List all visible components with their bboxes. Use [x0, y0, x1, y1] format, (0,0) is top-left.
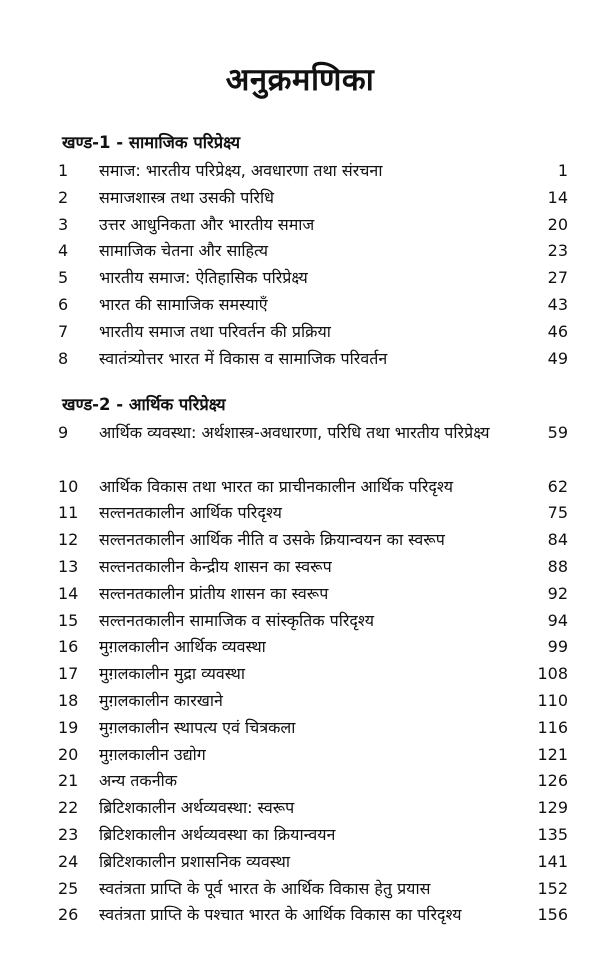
- entry-title: मुग़लकालीन स्थापत्य एवं चित्रकला: [99, 717, 296, 737]
- entry-number: 4: [58, 241, 69, 261]
- entry-title: मुग़लकालीन उद्योग: [99, 744, 206, 764]
- entry-page-number: 46: [547, 321, 568, 341]
- entry-title: भारतीय समाज तथा परिवर्तन की प्रक्रिया: [99, 321, 331, 341]
- entry-title: सामाजिक चेतना और साहित्य: [99, 241, 268, 261]
- section-heading: खण्ड-1 - सामाजिक परिप्रेक्ष्य: [62, 133, 241, 152]
- entry-page-number: 108: [537, 664, 568, 684]
- entry-page-number: 152: [537, 878, 568, 898]
- entry-page-number: 129: [537, 798, 568, 818]
- entry-page-number: 59: [547, 423, 568, 442]
- entry-title: स्वतंत्रता प्राप्ति के पश्चात भारत के आर्थिक विकास का परिदृश्य: [99, 905, 462, 925]
- entry-number: 6: [58, 295, 69, 314]
- entry-title: सल्तनतकालीन प्रांतीय शासन का स्वरूप: [99, 583, 329, 603]
- entry-page-number: 88: [547, 557, 568, 576]
- entry-page-number: 1: [557, 161, 568, 180]
- entry-title: भारतीय समाज: ऐतिहासिक परिप्रेक्ष्य: [99, 268, 308, 288]
- entry-number: 24: [58, 851, 79, 871]
- entry-number: 19: [58, 717, 79, 737]
- entry-page-number: 141: [537, 851, 568, 871]
- entry-number: 10: [58, 476, 79, 496]
- entry-title: अन्य तकनीक: [99, 771, 178, 791]
- entry-number: 17: [58, 664, 79, 684]
- entry-title: भारत की सामाजिक समस्याएँ: [99, 295, 268, 314]
- entry-number: 14: [58, 583, 79, 603]
- entry-page-number: 92: [547, 583, 568, 603]
- entry-page-number: 14: [547, 187, 568, 207]
- entry-page-number: 84: [547, 530, 568, 550]
- entry-page-number: 49: [547, 348, 568, 368]
- entry-number: 11: [58, 503, 79, 523]
- entry-number: 8: [58, 348, 69, 368]
- entry-title: स्वातंत्र्योत्तर भारत में विकास व सामाजिक परिवर्तन: [99, 348, 388, 368]
- entry-number: 1: [58, 161, 69, 180]
- entry-page-number: 116: [537, 717, 568, 737]
- entry-title: मुग़लकालीन मुद्रा व्यवस्था: [99, 664, 246, 684]
- entry-title: समाज: भारतीय परिप्रेक्ष्य, अवधारणा तथा संरचना: [99, 161, 383, 180]
- entry-number: 2: [58, 187, 69, 207]
- entry-page-number: 20: [547, 214, 568, 234]
- page-title: अनुक्रमणिका: [225, 62, 375, 98]
- entry-number: 9: [58, 423, 69, 442]
- section-heading: खण्ड-2 - आर्थिक परिप्रेक्ष्य: [62, 395, 226, 414]
- entry-title: मुग़लकालीन आर्थिक व्यवस्था: [99, 637, 266, 657]
- entry-number: 22: [58, 798, 79, 818]
- entry-page-number: 94: [547, 610, 568, 630]
- entry-page-number: 121: [537, 744, 568, 764]
- entry-page-number: 126: [537, 771, 568, 791]
- entry-number: 15: [58, 610, 79, 630]
- entry-title: समाजशास्त्र तथा उसकी परिधि: [99, 187, 275, 207]
- entry-title: ब्रिटिशकालीन प्रशासनिक व्यवस्था: [99, 851, 291, 871]
- entry-number: 13: [58, 557, 79, 576]
- entry-page-number: 135: [537, 825, 568, 844]
- entry-page-number: 99: [547, 637, 568, 657]
- entry-title: सल्तनतकालीन सामाजिक व सांस्कृतिक परिदृश्य: [99, 610, 374, 630]
- entry-number: 3: [58, 214, 69, 234]
- entry-number: 21: [58, 771, 79, 791]
- entry-title: सल्तनतकालीन आर्थिक नीति व उसके क्रियान्वयन का स्वरूप: [99, 530, 445, 550]
- entry-page-number: 23: [547, 241, 568, 261]
- entry-page-number: 75: [547, 503, 568, 523]
- entry-number: 20: [58, 744, 79, 764]
- entry-page-number: 62: [547, 476, 568, 496]
- entry-number: 7: [58, 321, 69, 341]
- entry-title: आर्थिक विकास तथा भारत का प्राचीनकालीन आर्थिक परिदृश्य: [99, 476, 453, 496]
- entry-number: 16: [58, 637, 79, 657]
- entry-title: सल्तनतकालीन आर्थिक परिदृश्य: [99, 503, 282, 523]
- entry-number: 25: [58, 878, 79, 898]
- entry-page-number: 110: [537, 691, 568, 710]
- entry-title: आर्थिक व्यवस्था: अर्थशास्त्र-अवधारणा, परिधि तथा भारतीय परिप्रेक्ष्य: [99, 423, 490, 442]
- entry-number: 23: [58, 825, 79, 844]
- entry-title: मुग़लकालीन कारखाने: [99, 691, 223, 710]
- entry-title: ब्रिटिशकालीन अर्थव्यवस्था का क्रियान्वयन: [99, 825, 336, 844]
- entry-page-number: 43: [547, 295, 568, 314]
- entry-number: 5: [58, 268, 69, 288]
- entry-number: 26: [58, 905, 79, 925]
- entry-title: उत्तर आधुनिकता और भारतीय समाज: [99, 214, 315, 234]
- entry-number: 12: [58, 530, 79, 550]
- entry-page-number: 156: [537, 905, 568, 925]
- entry-page-number: 27: [547, 268, 568, 288]
- entry-title: ब्रिटिशकालीन अर्थव्यवस्था: स्वरूप: [99, 798, 295, 818]
- entry-title: स्वतंत्रता प्राप्ति के पूर्व भारत के आर्थिक विकास हेतु प्रयास: [99, 878, 431, 898]
- entry-title: सल्तनतकालीन केन्द्रीय शासन का स्वरूप: [99, 557, 332, 576]
- entry-number: 18: [58, 691, 79, 710]
